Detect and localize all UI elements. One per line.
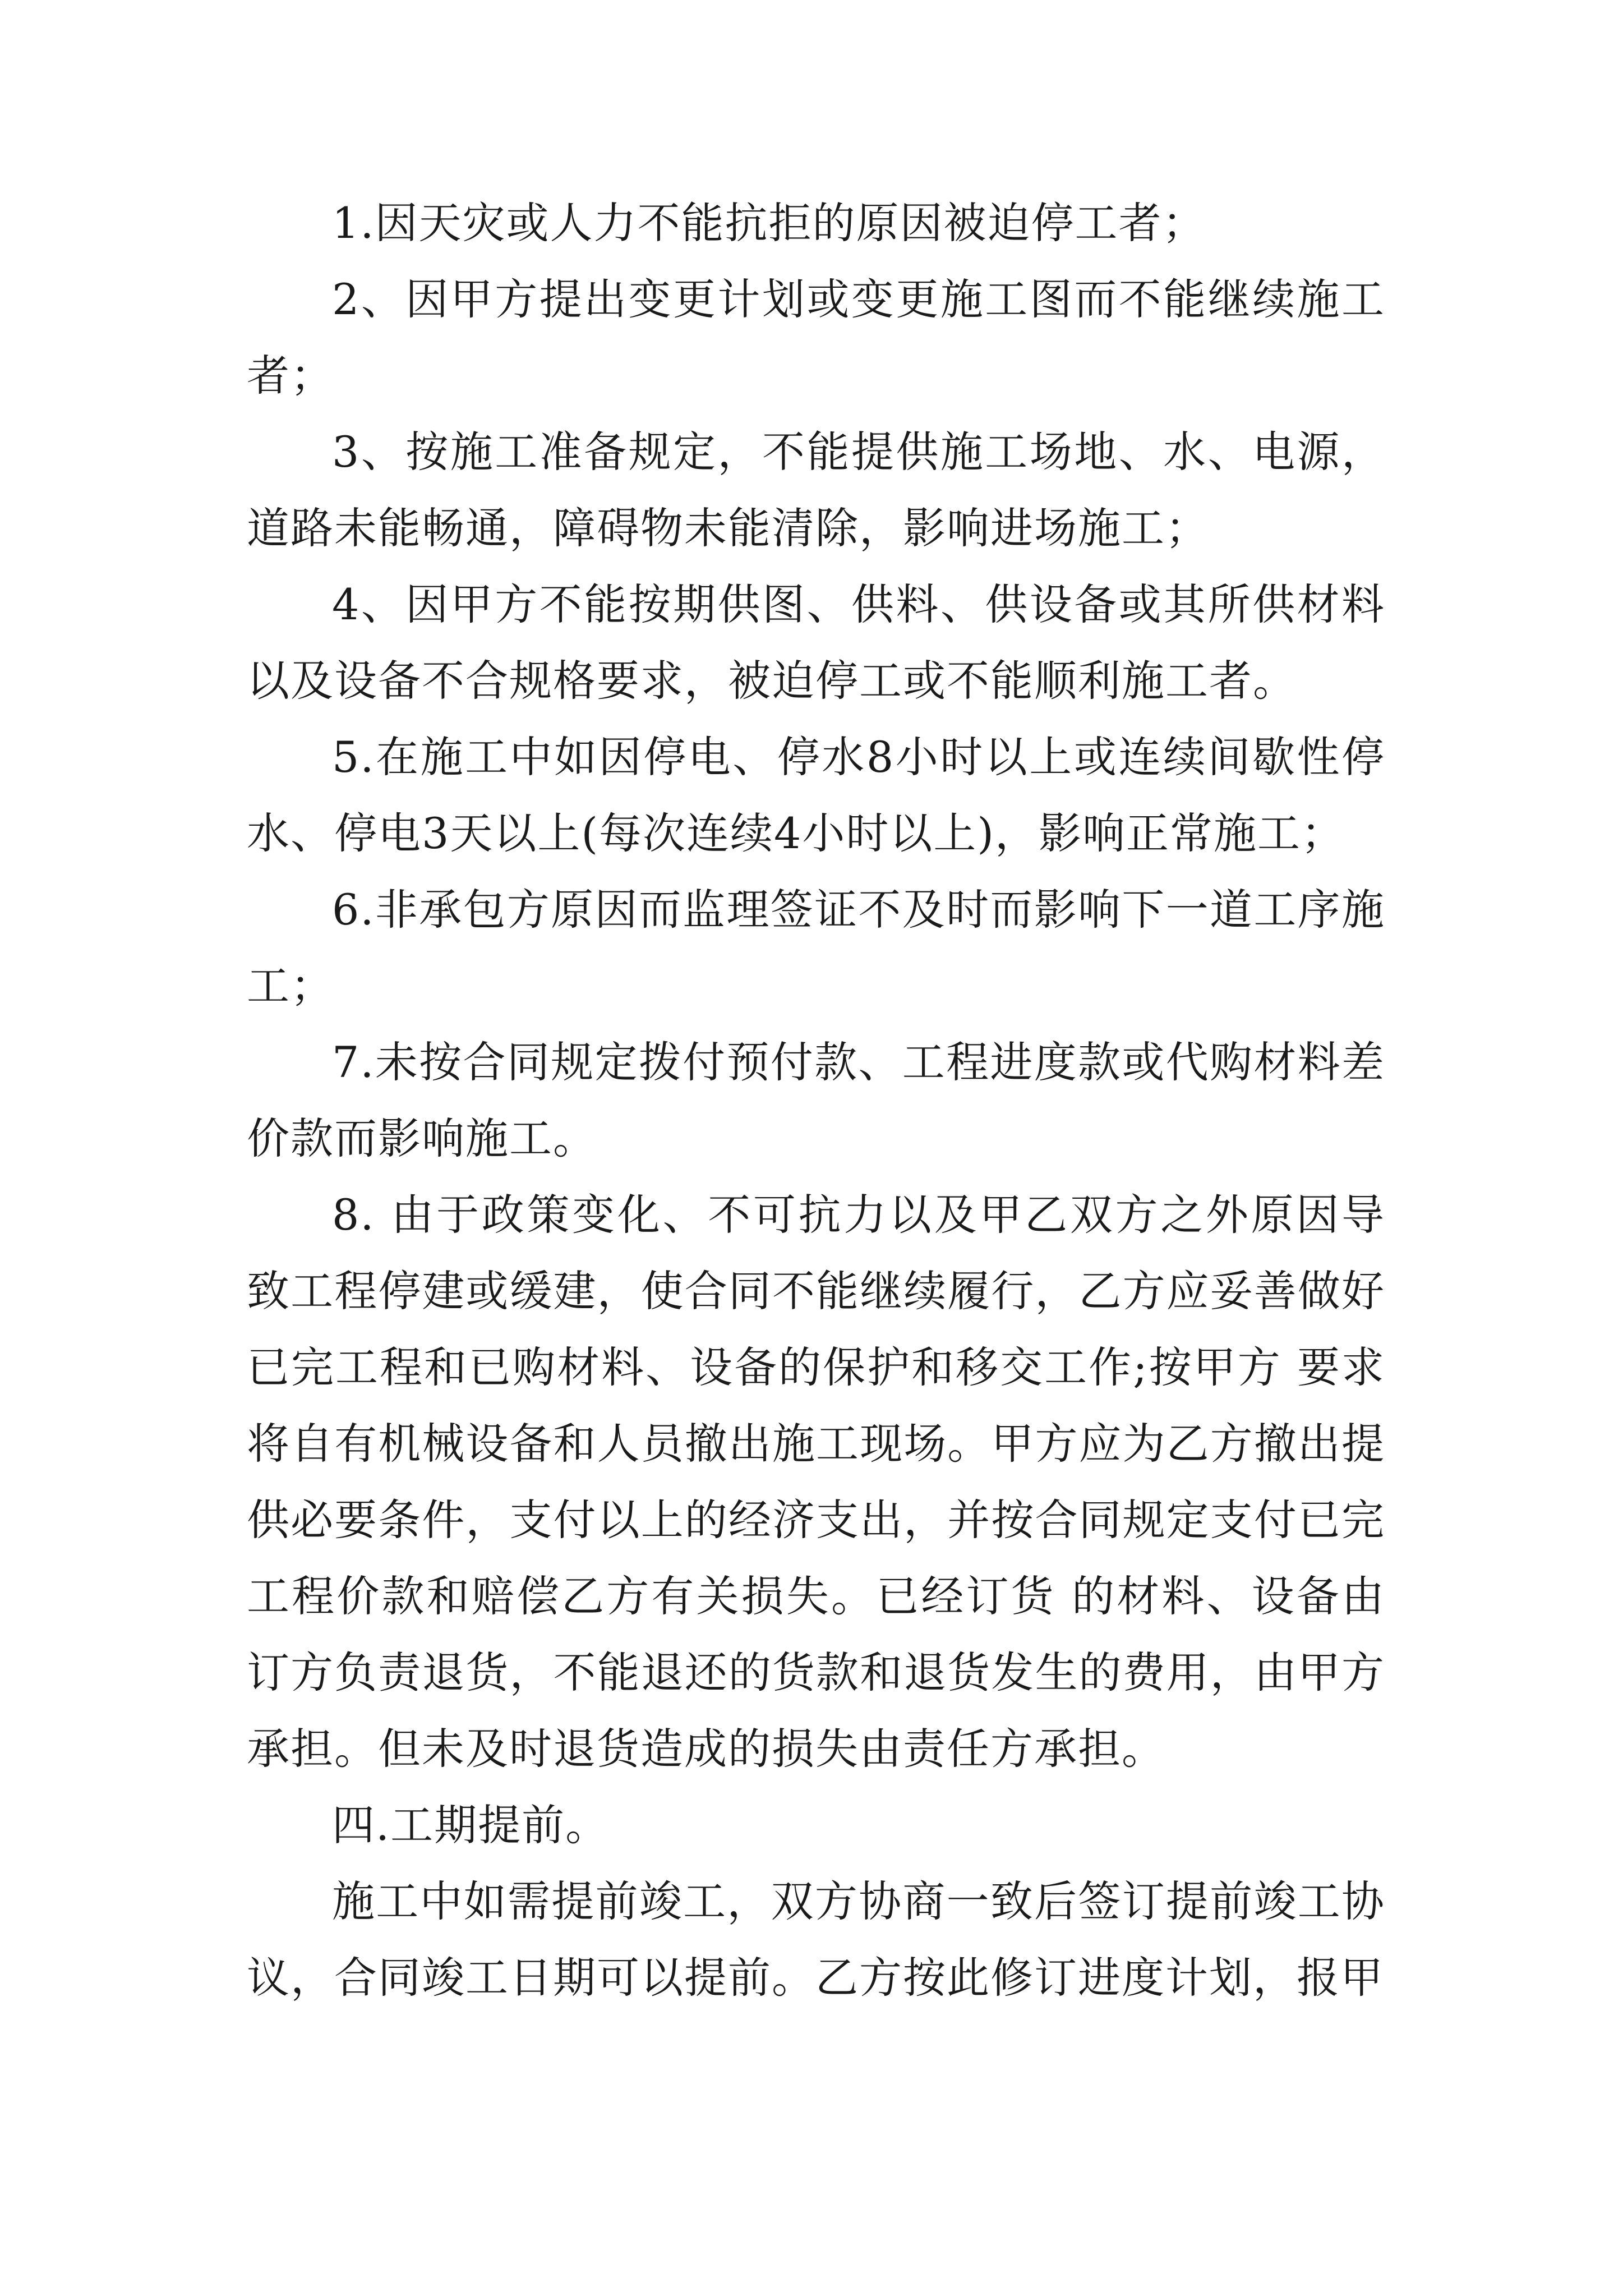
paragraph-6: 6.非承包方原因而监理签证不及时而影响下一道工序施工； bbox=[247, 885, 1385, 1011]
document-body bbox=[247, 185, 1385, 2016]
paragraph-2: 2、因甲方提出变更计划或变更施工图而不能继续施工者； bbox=[247, 274, 1385, 401]
paragraph-5: 5.在施工中如因停电、停水8小时以上或连续间歇性停水、停电3天以上(每次连续4小时以上)，影响正常施工； bbox=[247, 732, 1385, 858]
paragraph-4: 4、因甲方不能按期供图、供料、供设备或其所供材料以及设备不合规格要求，被迫停工或不能顺利施工者。 bbox=[247, 579, 1385, 706]
section-heading-4: 四.工期提前。 bbox=[332, 1800, 610, 1850]
paragraph-1: 1.因天灾或人力不能抗拒的原因被迫停工者； bbox=[332, 198, 1206, 248]
paragraph-7: 7.未按合同规定拨付预付款、工程进度款或代购材料差价款而影响施工。 bbox=[247, 1037, 1385, 1163]
paragraph-3: 3、按施工准备规定，不能提供施工场地、水、电源，道路未能畅通，障碍物未能清除，影响进场施工； bbox=[247, 427, 1385, 553]
paragraph-10: 施工中如需提前竣工，双方协商一致后签订提前竣工协议，合同竣工日期可以提前。乙方按此修订进度计划，报甲 bbox=[247, 1876, 1385, 2003]
paragraph-8: 8. 由于政策变化、不可抗力以及甲乙双方之外原因导致工程停建或缓建，使合同不能继续履行，乙方应妥善做好已完工程和已购材料、设备的保护和移交工作;按甲方 要求将自有机械设备和人员撤出施工现场。甲方应为乙方撤出提供必要条件，支付以上的经济支出，并按合同规定支付已完工程价款和赔偿乙方有关损失。已经订货 的材料、设备由订方负责退货，不能退还的货款和退货发生的费用，由甲方承担。但未及时退货造成的损失由责任方承担。 bbox=[247, 1190, 1385, 1774]
